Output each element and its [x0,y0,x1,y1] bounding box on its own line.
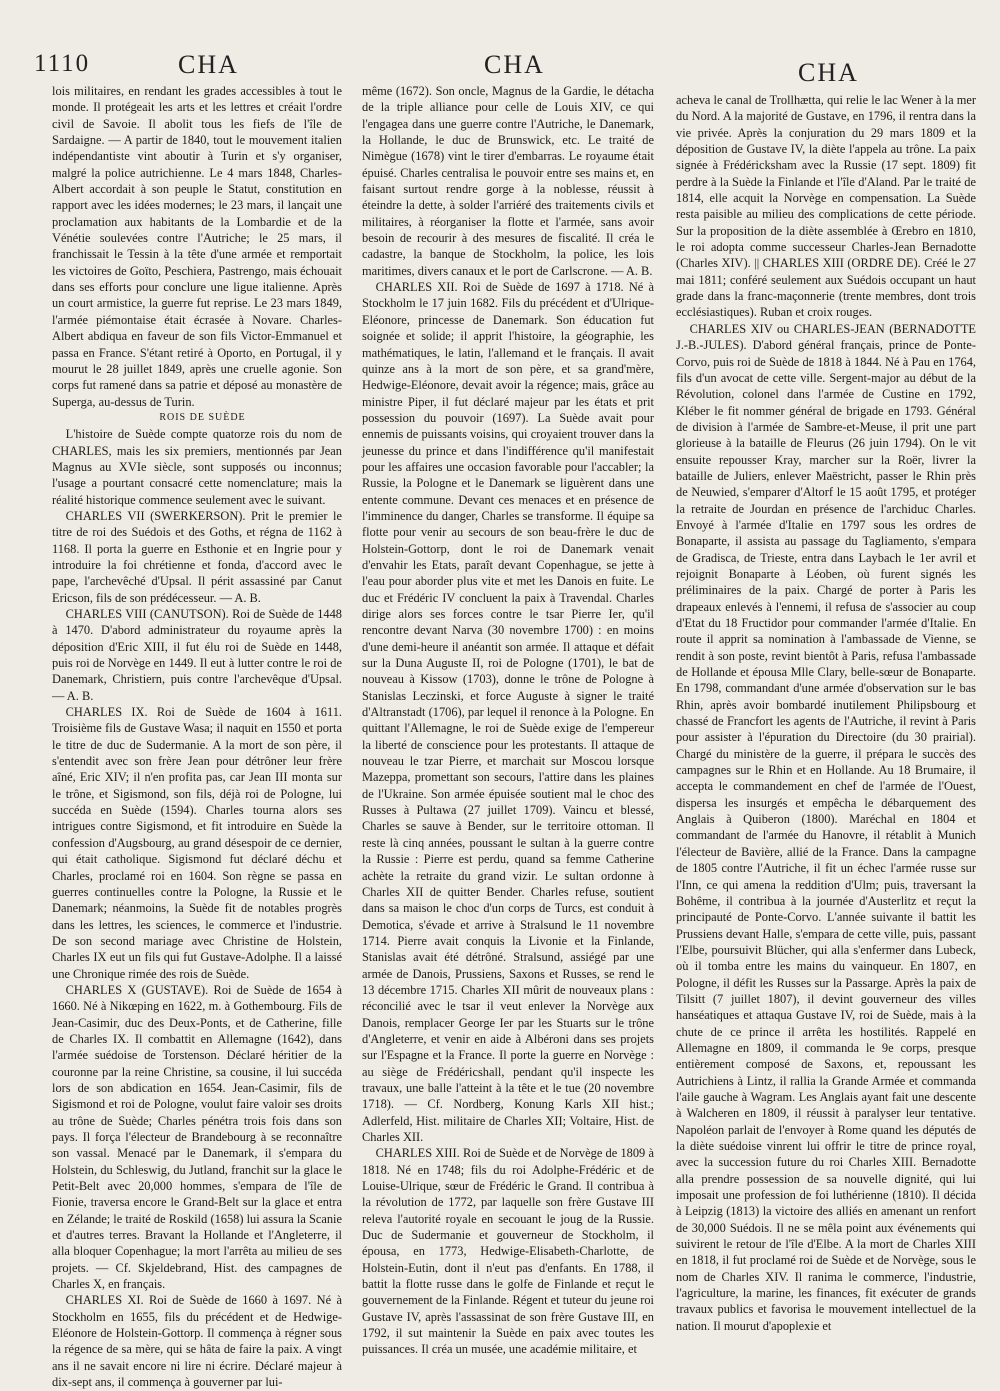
entry-charles-ix: CHARLES IX. Roi de Suède de 1604 à 1611. Troisième fils de Gustave Wasa; il naquit en 1550 et porta le titre de duc de Sudermanie. A la mort de son père, il s'entendit avec son frère Jean pour détrôner leur frère aîné, Eric XIV; il n'en profita pas, car Jean III monta sur le trône, et Sigismond, son fils, déjà roi de Pologne, lui succéda en Suède (1594). Charles tourna alors ses intrigues contre Sigismond, et fit introduire en Suède la confession d'Augsbourg, au grand désespoir de ce dernier, qui était catholique. Sigismond fut déclaré déchu et Charles, proclamé roi en 1604. Son règne se passa en guerres continuelles contre la Pologne, la Russie et le Danemark; néanmoins, la Suède fit de notables progrès dans les lettres, les sciences, le commerce et l'industrie. De son second mariage avec Christine de Holstein, Charles IX eut un fils qui fut Gustave-Adolphe. Il a laissé une Chronique rimée des rois de Suède. [52,705,342,981]
running-head-center: CHA [484,50,545,79]
running-head-left: CHA [178,50,239,79]
text-column-1 [52,83,342,1390]
entry-charles-viii: CHARLES VIII (CANUTSON). Roi de Suède de 1448 à 1470. D'abord administrateur du royaume après la déposition d'Eric XIII, il fut élu roi de Suède en 1448, puis roi de Norvège en 1449. Il eut à lutter contre le roi de Danemark, Christiern, puis contre l'archevêque d'Upsal. — A. B. [52,607,342,703]
paragraph: même (1672). Son oncle, Magnus de la Gardie, le détacha de la triple alliance pour celle de Louis XIV, ce qui l'engagea dans une guerre contre l'Autriche, le Danemark, la Hollande, le duc de Brunswick, etc. Le traité de Nimègue (1678) vint le tirer d'embarras. Le royaume était épuisé. Charles centralisa le pouvoir entre ses mains et, en faisant surtout rendre gorge à la noblesse, réussit à éteindre la dette, à solder l'arriéré des traitements civils et militaires, à réorganiser la flotte et l'armée, sans avoir besoin de recourir à des mesures de fiscalité. Il créa le cadastre, la banque de Stockholm, la police, les lois maritimes, divers canaux et le port de Carlscrone. — A. B. [362,84,654,278]
running-head-right: CHA [798,58,859,87]
entry-charles-xi: CHARLES XI. Roi de Suède de 1660 à 1697. Né à Stockholm en 1655, fils du précédent et de Hedwige-Eléonore de Holstein-Gottorp. Il commença à régner sous la régence de sa mère, qui se hâta de faire la paix. A vingt ans il ne savait encore ni lire ni écrire. Déclaré majeur à dix-sept ans, il commença à gouverner par lui- [52,1293,342,1390]
page-number: 1110 [34,50,91,77]
entry-charles-vii: CHARLES VII (SWERKERSON). Prit le premier le titre de roi des Suédois et des Goths, et régna de 1162 à 1168. Il porta la guerre en Esthonie et en Ingrie pour y introduire la foi chrétienne et fonda, d'accord avec le pape, l'archevêché d'Upsal. Il périt assassiné par Canut Ericson, fils de son prédécesseur. — A. B. [52,508,342,605]
section-heading: ROIS DE SUÈDE [159,411,246,423]
text-column-2 [362,83,654,1357]
entry-charles-xii: CHARLES XII. Roi de Suède de 1697 à 1718. Né à Stockholm le 17 juin 1682. Fils du précédent et d'Ulrique-Eléonore, princesse de Danemark. Son éducation fut soignée et solide; il apprit l'histoire, la géographie, les mathématiques, le latin, l'allemand et le français. Il avait quinze ans à la mort de son père, et sa grand'mère, Hedwige-Eléonore, devait avoir la régence; mais, grâce au ministre Piper, il fut déclaré majeur par les états et prit possession du pouvoir (1697). La Suède avait pour ennemis de puissants voisins, qui croyaient trouver dans la jeunesse du prince et dans l'indifférence qu'il manifestait pour les affaires une occasion favorable pour l'accabler; la Russie, la Pologne et le Danemark se liguèrent dans une entente commune. Devant ces menaces et en présence de l'imminence du danger, Charles se transforme. Il équipe sa flotte pour venir au secours de son beau-frère le duc de Holstein-Gottorp, dont le roi de Danemark venait d'envahir les Etats, paraît devant Copenhague, se jette à l'eau pour aborder plus vite et met les Danois en fuite. Le duc et Frédéric IV concluent la paix à Travendal. Charles dirige alors ses forces contre le tsar Pierre Ier, qu'il rencontre devant Narva (30 novembre 1700) : en moins d'une demi-heure il anéantit son armée. Il attaque et défait sur la Duna Auguste II, roi de Pologne (1701), le bat de nouveau à Kissow (1703), donne le trône de Pologne à Stanislas Leczinski, et force Auguste à signer le traité d'Altranstadt (1706), par lequel il renonce à la Pologne. En quittant l'Allemagne, le roi de Suède exige de l'empereur la liberté de conscience pour les protestants. Il attaque de nouveau le tzar Pierre, et marchait sur Moscou lorsque Mazeppa, promettant son secours, l'attire dans les plaines de l'Ukraine. Son armée épuisée soutient mal le choc des Russes à Pultawa (27 juillet 1709). Vaincu et blessé, Charles se sauve à Bender, sur le territoire ottoman. Il reste là cinq années, poussant le sultan à la guerre contre la Russie : Pierre est perdu, quand sa femme Catherine achète la retraite du grand vizir. Le sultan ordonne à Charles XII de quitter Bender. Charles refuse, soutient dans sa maison le choc d'un corps de Turcs, est conduit à Demotica, s'évade et arrive à Stralsund le 11 novembre 1714. Pierre avait conquis la Livonie et la Finlande, Stanislas avait été détrôné. Stralsund, assiégé par une armée de Danois, Prussiens, Saxons et Russes, se rend le 13 décembre 1715. Charles XII mûrit de nouveaux plans : réconcilié avec le tsar il veut enlever la Norvège aux Danois, remplacer George Ier par les Stuarts sur le trône d'Angleterre, et venir en aide à Albéroni dans ses projets sur l'Espagne et la France. Il porte la guerre en Norvège : au siège de Frédéricshall, pendant qu'il inspecte les travaux, une balle l'atteint à la tête et le tue (20 novembre 1718). — Cf. Nordberg, Konung Karls XII hist.; Adlerfeld, Hist. militaire de Charles XII; Voltaire, Hist. de Charles XII. [362,280,654,1144]
paragraph: lois militaires, en rendant les grades accessibles à tout le monde. Il protégeait les arts et les lettres et créait l'ordre civil de Savoie. Il abolit tous les fiefs de l'île de Sardaigne. — A partir de 1840, tout le mouvement italien indépendantiste vint aboutir à Turin et s'y organiser, malgré la police autrichienne. Le 4 mars 1848, Charles-Albert accordait à son peuple le Statut, constitution en rapport avec les idées modernes; le 23 mars, il lançait une proclamation aux habitants de la Lombardie et de la Vénétie soulevées contre l'Autriche; le 25 mars, il franchissait le Tessin à la tête d'une armée et remportait les victoires de Goïto, Peschiera, Pastrengo, mais échouait dans ses efforts pour conclure une ligue italienne. Après un court armistice, la guerre fut reprise. Le 23 mars 1849, l'armée piémontaise était écrasée à Novare. Charles-Albert abdiqua en faveur de son fils Victor-Emmanuel et passa en France. S'étant retiré à Oporto, en Portugal, il y mourut le 28 juillet 1849, après une cruelle agonie. Son corps fut ramené dans sa patrie et déposé au monastère de Superga, au-dessus de Turin. [52,84,342,409]
entry-charles-xiv: CHARLES XIV ou CHARLES-JEAN (BERNADOTTE J.-B.-JULES). D'abord général français, prince de Ponte-Corvo, puis roi de Suède de 1818 à 1844. Né à Pau en 1764, fils d'un avocat de cette ville. Sergent-major au début de la Révolution, colonel dans l'armée de Custine en 1792, Kléber le fit nommer général de brigade en 1793. Général de division à l'armée de Sambre-et-Meuse, il prit une part glorieuse à la bataille de Fleurus (26 juin 1794). On le vit ensuite repousser Kray, marcher sur la Roër, livrer la bataille de Juliers, enlever Maëstricht, passer le Rhin près de Neuwied, s'emparer d'Altorf le 15 août 1795, et protéger la retraite de Jourdan en présence de l'archiduc Charles. Envoyé à l'armée d'Italie en 1797 sous les ordres de Bonaparte, il assista au passage du Tagliamento, s'empara de Gradisca, de Trieste, entra dans Laybach le 1er avril et rejoignit Bonaparte à Léoben, où furent signés les préliminaires de la paix. Chargé de porter à Paris les drapeaux enlevés à l'ennemi, il refusa de s'associer au coup d'Etat du 18 Fructidor pour commander l'armée d'Italie. En route il apprit sa nomination à l'ambassade de Vienne, se rendit à son poste, revint bientôt à Paris, refusa l'ambassade de Hollande et épousa Mlle Clary, belle-sœur de Bonaparte. En 1798, commandant d'une armée d'observation sur le bas Rhin, après avoir bombardé inutilement Philipsbourg et chassé de Francfort les agents de l'Autriche, il revint à Paris pour assister à l'épuration du Directoire (du 30 prairial). Chargé du ministère de la guerre, il prépara le succès des campagnes sur le Rhin et en Hollande. Au 18 Brumaire, il accepta le commandement en chef de l'armée de l'Ouest, dispersa les insurgés et empêcha le débarquement des Anglais à Quiberon (1800). Maréchal en 1804 et commandant de l'armée du Hanovre, il rétablit à Munich l'électeur de Bavière, allié de la France. Dans la campagne de 1805 contre l'Autriche, il fit un échec l'armée russe sur l'Inn, ce qui amena la reddition d'Ulm; puis, traversant la Bohême, il contribua à la journée d'Austerlitz et reçut la principauté de Ponte-Corvo. L'année suivante il battit les Prussiens devant Halle, s'empara de cette ville, puis, passant l'Elbe, poursuivit Blücher, qui alla s'enfermer dans Lubeck, où il tomba entre les mains du vainqueur. En 1807, en Pologne, il défit les Russes sur la Passarge. Après la paix de Tilsitt (7 juillet 1807), il devint gouverneur des villes hanséatiques et attaqua Gustave IV, roi de Suède, mais à la chute de ce prince il arrêta les hostilités. Rappelé en Allemagne en 1809, il commanda le 9e corps, presque entièrement composé de Saxons, et, repoussant les Autrichiens à Lintz, il rallia la Grande Armée et commanda l'aile gauche à Wagram. Les Anglais ayant fait une descente à Walcheren en 1809, il réussit à paralyser leur tentative. Napoléon parlait de l'envoyer à Rome quand les députés de la diète suédoise vinrent lui offrir le titre de prince royal, avec la succession future du roi Charles XIII. Bernadotte alla prendre possession de sa nouvelle dignité, qui lui imposait une profession de foi luthérienne (1810). Il décida à Leipzig (1813) la victoire des alliés en amenant un renfort de 30,000 Suédois. Il ne se mêla point aux événements qui suivirent le retour de l'île d'Elbe. A la mort de Charles XIII en 1818, il fut proclamé roi de Suède et de Norvège, sous le nom de Charles XIV. Il ranima le commerce, l'industrie, l'agriculture, la marine, les finances, fit exécuter de grands travaux publics et favorisa le mouvement intellectuel de la nation. Il mourut d'apoplexie et [676,321,976,1333]
paragraph: acheva le canal de Trollhætta, qui relie le lac Wener à la mer du Nord. A la majorité de Gustave, en 1796, il rentra dans la vie privée. Après la conjuration du 29 mars 1809 et la déposition de Gustave IV, la diète l'appela au trône. La paix signée à Frédéricksham avec la Russie (17 sept. 1809) fit perdre à la Suède la Finlande et l'île d'Aland. Par le traité de 1814, elle acquit la Norvège en compensation. La Suède resta paisible au milieu des complications de cette période. Sur la proposition de la diète assemblée à Œrebro en 1810, le roi adopta comme successeur Charles-Jean Bernadotte (Charles XIV). || CHARLES XIII (ORDRE DE). Créé le 27 mai 1811; conféré seulement aux Suédois occupant un haut grade dans la franc-maçonnerie (trente membres, dont trois ecclésiastiques). Ruban et croix rouges. [676,93,976,320]
entry-charles-x: CHARLES X (GUSTAVE). Roi de Suède de 1654 à 1660. Né à Nikœping en 1622, m. à Gothembourg. Fils de Jean-Casimir, duc des Deux-Ponts, et de Catherine, fille de Charles IX. Il combattit en Allemagne (1642), dans l'armée suédoise de Torstenson. Déclaré héritier de la couronne par la reine Christine, sa cousine, il lui succéda lors de son abdication en 1654. Jean-Casimir, fils de Sigismond et roi de Pologne, voulut faire valoir ses droits au trône de Suède; Charles pénétra trois fois dans son pays. Il força l'électeur de Brandebourg à se reconnaître son vassal. Menacé par le Danemark, il s'empara du Holstein, du Schleswig, du Jutland, franchit sur la glace le Petit-Belt avec 20,000 hommes, s'empara de l'île de Fionie, traversa encore le Grand-Belt sur la glace et entra en Zélande; le traité de Roskild (1658) lui assura la Scanie et d'autres terres. Bravant la Hollande et l'Angleterre, il alla bloquer Copenhague; la mort l'arrêta au milieu de ses projets. — Cf. Skjeldebrand, Hist. des campagnes de Charles X, en français. [52,982,342,1292]
entry-charles-xiii: CHARLES XIII. Roi de Suède et de Norvège de 1809 à 1818. Né en 1748; fils du roi Adolphe-Frédéric et de Louise-Ulrique, sœur de Frédéric le Grand. Il contribua à la révolution de 1772, par laquelle son frère Gustave III releva l'autorité royale en secouant le joug de la Russie. Duc de Sudermanie et gouverneur de Stockholm, il épousa, en 1773, Hedwige-Elisabeth-Charlotte, de Holstein-Eutin, dont il n'eut pas d'enfants. En 1788, il battit la flotte russe dans le golfe de Finlande et reçut le gouvernement de la Finlande. Régent et tuteur du jeune roi Gustave IV, après l'assassinat de son frère Gustave III, en 1792, il sut maintenir la Suède en paix avec toutes les puissances. Il créa un musée, une académie militaire, et [362,1146,654,1357]
text-column-3 [676,92,976,1354]
paragraph: L'histoire de Suède compte quatorze rois du nom de CHARLES, mais les six premiers, mentionnés par Jean Magnus au XVIe siècle, sont supposés ou inconnus; l'usage a pourtant consacré cette nomenclature; mais la réalité historique commence seulement avec le suivant. [52,427,342,507]
